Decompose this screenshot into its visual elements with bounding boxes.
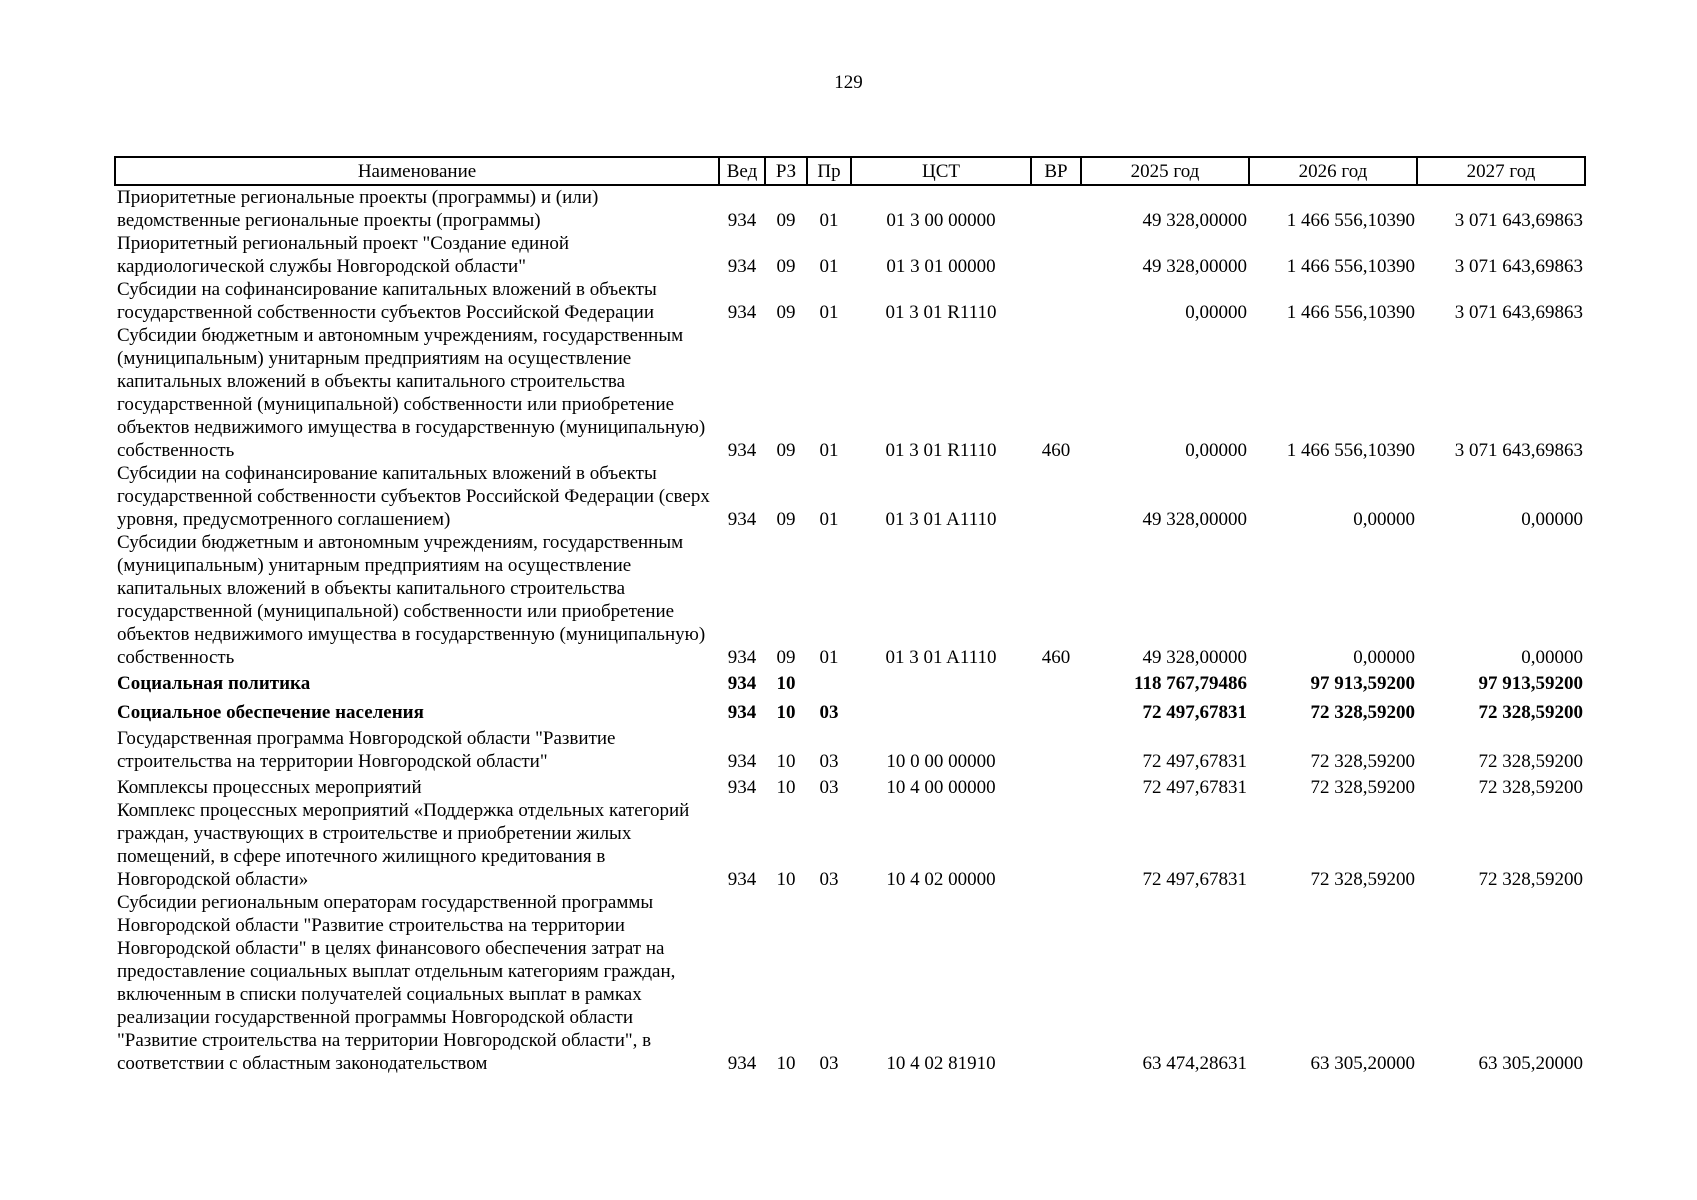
budget-table [114, 156, 1586, 1075]
row-cst: 01 3 01 00000 [886, 256, 996, 277]
row-ved: 934 [727, 256, 757, 277]
row-ved: 934 [727, 647, 757, 668]
row-pr: 01 [819, 440, 839, 461]
row-rz: 10 [776, 751, 796, 772]
row-ved: 934 [727, 210, 757, 231]
row-name: Социальная политика [117, 673, 311, 694]
row-pr: 01 [819, 302, 839, 323]
header-pr: Пр [807, 157, 851, 185]
row-2027: 3 071 643,69863 [1454, 256, 1583, 277]
row-name: Приоритетные региональные проекты (программы) и (или) ведомственные региональные проекты (программы) [117, 187, 599, 231]
row-2025: 0,00000 [1185, 302, 1247, 323]
row-2027: 97 913,59200 [1478, 673, 1583, 694]
row-2026: 97 913,59200 [1310, 673, 1415, 694]
row-pr: 03 [819, 751, 839, 772]
row-pr: 01 [819, 256, 839, 277]
row-cst: 01 3 01 A1110 [885, 647, 997, 668]
row-pr: 01 [819, 210, 839, 231]
row-ved: 934 [727, 1053, 757, 1074]
row-vr [1031, 698, 1081, 727]
row-ved: 934 [727, 440, 757, 461]
row-2027: 0,00000 [1521, 647, 1583, 668]
row-2027: 72 328,59200 [1478, 869, 1583, 890]
table-row [115, 727, 1585, 773]
row-ved: 934 [727, 673, 757, 694]
row-rz: 09 [776, 440, 796, 461]
row-rz: 10 [776, 702, 796, 723]
table-row [115, 232, 1585, 278]
row-vr [1031, 232, 1081, 278]
row-2026: 1 466 556,10390 [1286, 302, 1415, 323]
table-row [115, 698, 1585, 727]
row-name: Комплексы процессных мероприятий [117, 777, 422, 798]
row-vr [1031, 799, 1081, 891]
header-name: Наименование [115, 157, 719, 185]
row-name: Социальное обеспечение населения [117, 702, 424, 723]
row-vr [1031, 773, 1081, 799]
row-pr: 01 [819, 509, 839, 530]
row-cst: 01 3 01 R1110 [885, 302, 997, 323]
row-vr [1031, 891, 1081, 1075]
header-vr: ВР [1031, 157, 1081, 185]
row-2026: 63 305,20000 [1310, 1053, 1415, 1074]
row-name: Приоритетный региональный проект "Создание единой кардиологической службы Новгородской области" [117, 233, 570, 277]
row-rz: 09 [776, 210, 796, 231]
row-2026: 1 466 556,10390 [1286, 256, 1415, 277]
row-2026: 1 466 556,10390 [1286, 440, 1415, 461]
row-rz: 09 [776, 509, 796, 530]
table-row [115, 278, 1585, 324]
row-vr [1031, 462, 1081, 531]
table-row [115, 462, 1585, 531]
row-name: Субсидии на софинансирование капитальных вложений в объекты государственной собственности субъектов Российской Федерации [117, 279, 657, 323]
row-ved: 934 [727, 869, 757, 890]
row-2025: 72 497,67831 [1142, 751, 1247, 772]
row-2027: 72 328,59200 [1478, 777, 1583, 798]
row-pr: 03 [819, 1053, 839, 1074]
row-name: Комплекс процессных мероприятий «Поддержка отдельных категорий граждан, участвующих в строительстве и приобретении жилых помещений, в сфере ипотечного жилищного кредитования в Новгородской области» [117, 800, 690, 890]
row-rz: 10 [776, 777, 796, 798]
row-2025: 72 497,67831 [1142, 869, 1247, 890]
header-2025: 2025 год [1081, 157, 1249, 185]
row-2026: 72 328,59200 [1310, 869, 1415, 890]
row-2027: 72 328,59200 [1478, 751, 1583, 772]
row-2027: 3 071 643,69863 [1454, 440, 1583, 461]
row-2025: 49 328,00000 [1142, 509, 1247, 530]
row-2025: 0,00000 [1185, 440, 1247, 461]
row-ved: 934 [727, 702, 757, 723]
table-row [115, 891, 1585, 1075]
row-name: Субсидии бюджетным и автономным учреждениям, государственным (муниципальным) унитарным предприятиям на осуществление капитальных вложений в объекты капитального строительства государственной (муниципальной) собственности или приобретение объектов недвижимого имущества в государственную (муниципальную) собственность [117, 532, 706, 668]
row-rz: 10 [776, 1053, 796, 1074]
row-2026: 72 328,59200 [1310, 702, 1415, 723]
row-2027: 3 071 643,69863 [1454, 302, 1583, 323]
row-2026: 72 328,59200 [1310, 777, 1415, 798]
row-pr: 03 [819, 869, 839, 890]
row-cst: 01 3 01 A1110 [885, 509, 997, 530]
row-cst [851, 698, 1031, 727]
row-cst: 10 4 02 81910 [886, 1053, 996, 1074]
row-ved: 934 [727, 302, 757, 323]
row-rz: 09 [776, 256, 796, 277]
row-ved: 934 [727, 777, 757, 798]
header-2027: 2027 год [1417, 157, 1585, 185]
row-vr [1031, 727, 1081, 773]
row-pr: 01 [819, 647, 839, 668]
row-name: Субсидии региональным операторам государственной программы Новгородской области "Развитие строительства на территории Новгородской области" в целях финансового обеспечения затрат на предоставление социальных выплат отдельным категориям граждан, включенным в списки получателей социальных выплат в рамках реализации государственной программы Новгородской области "Развитие строительства на территории Новгородской области", в соответствии с областным законодательством [117, 892, 676, 1074]
row-2026: 72 328,59200 [1310, 751, 1415, 772]
row-ved: 934 [727, 751, 757, 772]
header-2026: 2026 год [1249, 157, 1417, 185]
row-cst: 10 4 00 00000 [886, 777, 996, 798]
row-2025: 72 497,67831 [1142, 777, 1247, 798]
row-2025: 72 497,67831 [1142, 702, 1247, 723]
table-row [115, 773, 1585, 799]
row-vr [1031, 669, 1081, 698]
row-vr: 460 [1041, 440, 1071, 461]
row-2027: 72 328,59200 [1478, 702, 1583, 723]
row-2027: 3 071 643,69863 [1454, 210, 1583, 231]
row-cst: 01 3 01 R1110 [885, 440, 997, 461]
table-row [115, 531, 1585, 669]
table-row [115, 185, 1585, 232]
row-cst: 10 0 00 00000 [886, 751, 996, 772]
row-pr: 03 [819, 702, 839, 723]
row-2026: 0,00000 [1353, 509, 1415, 530]
row-rz: 09 [776, 302, 796, 323]
row-vr: 460 [1041, 647, 1071, 668]
row-rz: 09 [776, 647, 796, 668]
table-row [115, 669, 1585, 698]
row-rz: 10 [776, 673, 796, 694]
row-cst [851, 669, 1031, 698]
header-ved: Вед [719, 157, 765, 185]
row-name: Государственная программа Новгородской области "Развитие строительства на территории Новгородской области" [117, 728, 616, 772]
row-name: Субсидии бюджетным и автономным учреждениям, государственным (муниципальным) унитарным предприятиям на осуществление капитальных вложений в объекты капитального строительства государственной (муниципальной) собственности или приобретение объектов недвижимого имущества в государственную (муниципальную) собственность [117, 325, 706, 461]
row-pr [807, 669, 851, 698]
row-rz: 10 [776, 869, 796, 890]
header-cst: ЦСТ [851, 157, 1031, 185]
row-2026: 1 466 556,10390 [1286, 210, 1415, 231]
table-header-row [115, 157, 1585, 185]
row-2025: 49 328,00000 [1142, 647, 1247, 668]
header-rz: РЗ [765, 157, 807, 185]
row-cst: 10 4 02 00000 [886, 869, 996, 890]
row-pr: 03 [819, 777, 839, 798]
page-number: 129 [834, 72, 863, 93]
row-2025: 63 474,28631 [1142, 1053, 1247, 1074]
table-row [115, 799, 1585, 891]
row-2025: 49 328,00000 [1142, 256, 1247, 277]
row-vr [1031, 185, 1081, 232]
row-vr [1031, 278, 1081, 324]
row-2026: 0,00000 [1353, 647, 1415, 668]
row-2027: 63 305,20000 [1478, 1053, 1583, 1074]
row-name: Субсидии на софинансирование капитальных вложений в объекты государственной собственности субъектов Российской Федерации (сверх уровня, предусмотренного соглашением) [117, 463, 710, 530]
table-row [115, 324, 1585, 462]
row-cst: 01 3 00 00000 [886, 210, 996, 231]
row-2027: 0,00000 [1521, 509, 1583, 530]
row-ved: 934 [727, 509, 757, 530]
row-2025: 118 767,79486 [1134, 673, 1247, 694]
row-2025: 49 328,00000 [1142, 210, 1247, 231]
